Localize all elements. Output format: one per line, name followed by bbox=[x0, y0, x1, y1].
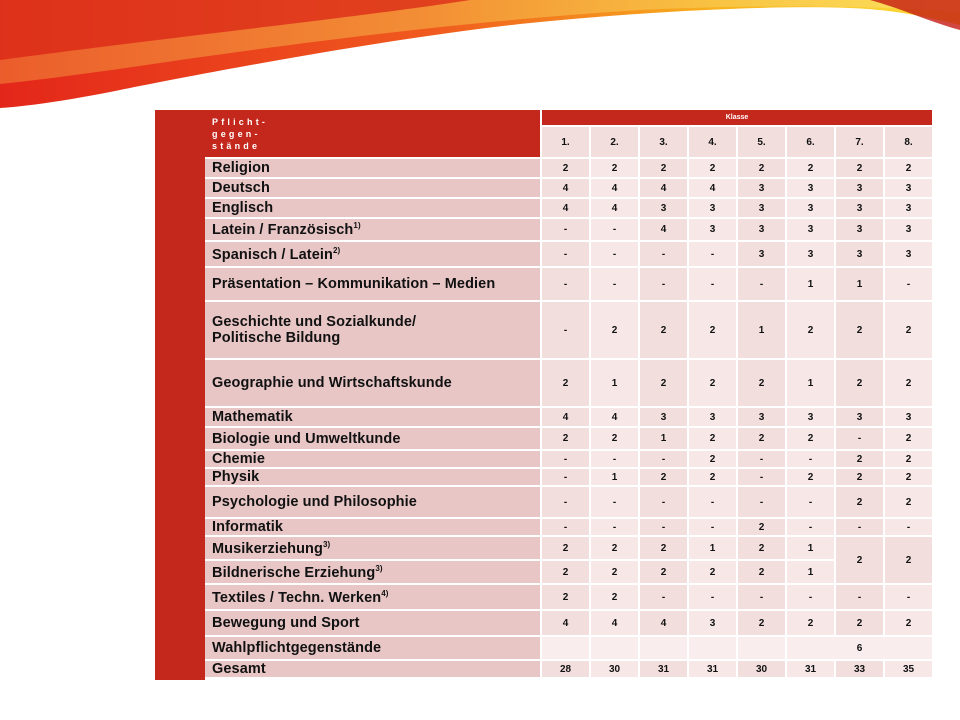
hour-cell: 4 bbox=[542, 199, 589, 217]
hour-cell: 2 bbox=[738, 159, 785, 177]
subject-label: Gesamt bbox=[212, 661, 266, 677]
schedule-table bbox=[203, 108, 934, 679]
hour-cell: 2 bbox=[640, 561, 687, 583]
hour-cell: 3 bbox=[885, 219, 932, 240]
subject-line: Politische Bildung bbox=[212, 330, 341, 346]
table-row bbox=[205, 360, 932, 406]
table-row bbox=[205, 487, 932, 517]
hour-cell: 1 bbox=[836, 268, 883, 300]
grade-header: 1. bbox=[542, 127, 589, 157]
hour-cell: 31 bbox=[787, 661, 834, 677]
hour-cell: 4 bbox=[640, 611, 687, 635]
hour-cell: 4 bbox=[591, 199, 638, 217]
hour-cell: - bbox=[836, 428, 883, 449]
hour-cell: 2 bbox=[836, 451, 883, 467]
hour-cell: 3 bbox=[885, 242, 932, 266]
subject-cell bbox=[205, 242, 540, 266]
hour-cell: 3 bbox=[640, 199, 687, 217]
table-row bbox=[205, 199, 932, 217]
table-row bbox=[205, 585, 932, 609]
hour-cell: 2 bbox=[885, 428, 932, 449]
subject-label: Bildnerische Erziehung bbox=[212, 564, 376, 581]
hour-cell: 2 bbox=[787, 159, 834, 177]
hour-cell: - bbox=[591, 219, 638, 240]
hour-cell: 3 bbox=[787, 199, 834, 217]
footnote-marker: 1) bbox=[353, 221, 361, 231]
hour-cell: 2 bbox=[787, 302, 834, 358]
hour-cell: 3 bbox=[836, 242, 883, 266]
left-accent-bar bbox=[155, 110, 205, 680]
hour-cell: 3 bbox=[738, 242, 785, 266]
hour-cell: - bbox=[836, 519, 883, 535]
empty-cell bbox=[640, 637, 687, 659]
hour-cell: 30 bbox=[591, 661, 638, 677]
hour-cell: - bbox=[738, 451, 785, 467]
hour-cell: 2 bbox=[542, 428, 589, 449]
hour-cell: 2 bbox=[542, 561, 589, 583]
table-row bbox=[205, 242, 932, 266]
hour-cell: 3 bbox=[836, 179, 883, 197]
hour-cell: - bbox=[640, 487, 687, 517]
hour-cell: 3 bbox=[738, 179, 785, 197]
subject-cell bbox=[205, 661, 540, 677]
hour-cell: - bbox=[885, 519, 932, 535]
hour-cell: 2 bbox=[640, 360, 687, 406]
hour-cell: 2 bbox=[885, 469, 932, 485]
hour-cell: 2 bbox=[542, 360, 589, 406]
hour-cell: 2 bbox=[738, 561, 785, 583]
subject-cell bbox=[205, 519, 540, 535]
hour-cell: 3 bbox=[885, 408, 932, 426]
hour-cell: 2 bbox=[591, 537, 638, 559]
table-row bbox=[205, 611, 932, 635]
hour-cell: 1 bbox=[787, 561, 834, 583]
hour-cell: 31 bbox=[689, 661, 736, 677]
subject-cell bbox=[205, 159, 540, 177]
hour-cell: 2 bbox=[689, 561, 736, 583]
subject-label: Psychologie und Philosophie bbox=[212, 494, 417, 510]
hour-cell: - bbox=[836, 585, 883, 609]
grade-header: 7. bbox=[836, 127, 883, 157]
hour-cell: - bbox=[885, 268, 932, 300]
subject-cell bbox=[205, 302, 540, 358]
hour-cell: - bbox=[542, 451, 589, 467]
hour-cell: 4 bbox=[542, 179, 589, 197]
hour-cell: - bbox=[591, 268, 638, 300]
table-row bbox=[205, 469, 932, 485]
hour-cell: - bbox=[640, 242, 687, 266]
hour-cell: 3 bbox=[787, 219, 834, 240]
subject-label: Geographie und Wirtschaftskunde bbox=[212, 375, 452, 391]
subject-label: Textiles / Techn. Werken bbox=[212, 589, 382, 606]
hour-cell: 1 bbox=[689, 537, 736, 559]
hour-cell: 2 bbox=[738, 360, 785, 406]
table-row bbox=[205, 661, 932, 677]
hour-cell: 1 bbox=[591, 469, 638, 485]
hour-cell: - bbox=[542, 302, 589, 358]
grade-header: 4. bbox=[689, 127, 736, 157]
hour-cell: 2 bbox=[885, 302, 932, 358]
hour-cell: 2 bbox=[787, 428, 834, 449]
hour-cell: 3 bbox=[689, 199, 736, 217]
hour-cell: 4 bbox=[542, 408, 589, 426]
subject-cell bbox=[205, 487, 540, 517]
grade-header: 6. bbox=[787, 127, 834, 157]
hour-cell: 3 bbox=[689, 408, 736, 426]
hour-cell: - bbox=[738, 469, 785, 485]
hour-cell: - bbox=[542, 242, 589, 266]
hour-cell: - bbox=[689, 487, 736, 517]
hour-cell: - bbox=[787, 585, 834, 609]
hour-cell: 2 bbox=[836, 159, 883, 177]
grade-header: 3. bbox=[640, 127, 687, 157]
subject-column-header bbox=[205, 110, 540, 157]
subject-cell bbox=[205, 537, 540, 559]
hour-cell: 4 bbox=[689, 179, 736, 197]
hour-cell: 31 bbox=[640, 661, 687, 677]
hour-cell: 2 bbox=[689, 159, 736, 177]
hour-cell: 2 bbox=[738, 428, 785, 449]
subject-cell bbox=[205, 585, 540, 609]
hour-cell: - bbox=[787, 451, 834, 467]
grade-header: 2. bbox=[591, 127, 638, 157]
hour-cell: - bbox=[689, 268, 736, 300]
hour-cell: 1 bbox=[738, 302, 785, 358]
klasse-header: Klasse bbox=[542, 110, 932, 125]
hour-cell: 4 bbox=[591, 408, 638, 426]
subject-label: Physik bbox=[212, 469, 260, 485]
hour-cell: 3 bbox=[738, 408, 785, 426]
subject-label: Spanisch / Latein bbox=[212, 246, 333, 263]
hour-cell: 30 bbox=[738, 661, 785, 677]
merged-hour-cell: 2 bbox=[836, 537, 883, 583]
hour-cell: 4 bbox=[640, 179, 687, 197]
hour-cell: - bbox=[640, 585, 687, 609]
table-row bbox=[205, 428, 932, 449]
subject-label: Chemie bbox=[212, 451, 265, 467]
hour-cell: 4 bbox=[542, 611, 589, 635]
hour-cell: - bbox=[738, 268, 785, 300]
hour-cell: - bbox=[738, 487, 785, 517]
hour-cell: 33 bbox=[836, 661, 883, 677]
hour-cell: - bbox=[787, 487, 834, 517]
hour-cell: - bbox=[591, 487, 638, 517]
hour-cell: 3 bbox=[885, 179, 932, 197]
hour-cell: 2 bbox=[787, 469, 834, 485]
hour-cell: - bbox=[542, 487, 589, 517]
flame-decoration bbox=[0, 0, 960, 110]
subject-header-line: Pflicht- bbox=[212, 116, 269, 127]
hour-cell: 2 bbox=[689, 469, 736, 485]
hour-cell: - bbox=[885, 585, 932, 609]
hour-cell: 2 bbox=[591, 302, 638, 358]
subject-cell bbox=[205, 469, 540, 485]
hour-cell: - bbox=[542, 268, 589, 300]
table-row bbox=[205, 408, 932, 426]
hour-cell: 3 bbox=[738, 219, 785, 240]
subject-label: Informatik bbox=[212, 519, 284, 535]
subject-cell bbox=[205, 268, 540, 300]
hour-cell: 2 bbox=[836, 360, 883, 406]
subject-cell bbox=[205, 408, 540, 426]
hour-cell: 3 bbox=[787, 179, 834, 197]
hour-cell: - bbox=[738, 585, 785, 609]
subject-label: Mathematik bbox=[212, 409, 293, 425]
grade-header: 8. bbox=[885, 127, 932, 157]
subject-cell bbox=[205, 179, 540, 197]
subject-cell bbox=[205, 360, 540, 406]
hour-cell: 2 bbox=[591, 585, 638, 609]
subject-label: Präsentation – Kommunikation – Medien bbox=[212, 276, 496, 292]
hour-cell: 3 bbox=[787, 242, 834, 266]
hour-cell: 3 bbox=[836, 408, 883, 426]
subject-label: Bewegung und Sport bbox=[212, 615, 360, 631]
hour-cell: - bbox=[640, 519, 687, 535]
subject-label: Latein / Französisch bbox=[212, 221, 354, 238]
hour-cell: - bbox=[542, 219, 589, 240]
hour-cell: 2 bbox=[885, 360, 932, 406]
hour-cell: - bbox=[689, 242, 736, 266]
hour-cell: 2 bbox=[836, 611, 883, 635]
subject-cell bbox=[205, 637, 540, 659]
hour-cell: - bbox=[542, 469, 589, 485]
hour-cell: 3 bbox=[836, 219, 883, 240]
footnote-marker: 3) bbox=[375, 563, 383, 573]
hour-cell: 2 bbox=[885, 451, 932, 467]
hour-cell: 2 bbox=[689, 428, 736, 449]
empty-cell bbox=[591, 637, 638, 659]
hour-cell: - bbox=[689, 585, 736, 609]
hour-cell: - bbox=[591, 451, 638, 467]
hour-cell: 35 bbox=[885, 661, 932, 677]
subject-label: Religion bbox=[212, 160, 270, 176]
table-row bbox=[205, 537, 932, 559]
hour-cell: 2 bbox=[591, 428, 638, 449]
hour-cell: 1 bbox=[640, 428, 687, 449]
hour-cell: 2 bbox=[689, 302, 736, 358]
hour-cell: 2 bbox=[542, 585, 589, 609]
merged-hour-cell: 2 bbox=[885, 537, 932, 583]
hour-cell: 4 bbox=[591, 611, 638, 635]
empty-cell bbox=[542, 637, 589, 659]
hour-cell: 3 bbox=[689, 611, 736, 635]
hour-cell: 2 bbox=[738, 611, 785, 635]
hour-cell: 3 bbox=[836, 199, 883, 217]
subject-cell bbox=[205, 219, 540, 240]
hour-cell: 2 bbox=[836, 487, 883, 517]
hour-cell: 6 bbox=[787, 637, 932, 659]
subject-label: Englisch bbox=[212, 200, 274, 216]
footnote-marker: 3) bbox=[322, 539, 331, 549]
hour-cell: 2 bbox=[885, 487, 932, 517]
hour-cell: 2 bbox=[542, 537, 589, 559]
hour-cell: 2 bbox=[542, 159, 589, 177]
hour-cell: 1 bbox=[787, 268, 834, 300]
hour-cell: 2 bbox=[689, 360, 736, 406]
subject-cell bbox=[205, 451, 540, 467]
hour-cell: 2 bbox=[640, 302, 687, 358]
hour-cell: 4 bbox=[591, 179, 638, 197]
subject-header-line: stände bbox=[212, 140, 261, 151]
subject-label: Deutsch bbox=[212, 180, 270, 196]
footnote-marker: 2) bbox=[332, 245, 341, 255]
table-row bbox=[205, 637, 932, 659]
hour-cell: 2 bbox=[591, 561, 638, 583]
subject-cell bbox=[205, 199, 540, 217]
table-row bbox=[205, 302, 932, 358]
hour-cell: - bbox=[640, 451, 687, 467]
table-row bbox=[205, 451, 932, 467]
hour-cell: 3 bbox=[787, 408, 834, 426]
hour-cell: 1 bbox=[787, 360, 834, 406]
empty-cell bbox=[738, 637, 785, 659]
hour-cell: 2 bbox=[738, 519, 785, 535]
table-row bbox=[205, 561, 932, 583]
hour-cell: 2 bbox=[836, 469, 883, 485]
grade-header: 5. bbox=[738, 127, 785, 157]
hour-cell: 28 bbox=[542, 661, 589, 677]
hour-cell: - bbox=[640, 268, 687, 300]
hour-cell: 3 bbox=[689, 219, 736, 240]
hour-cell: 4 bbox=[640, 219, 687, 240]
hour-cell: 2 bbox=[787, 611, 834, 635]
subject-cell bbox=[205, 611, 540, 635]
subject-line: Geschichte und Sozialkunde/ bbox=[212, 314, 417, 330]
table-row bbox=[205, 179, 932, 197]
hour-cell: 2 bbox=[640, 159, 687, 177]
table-row bbox=[205, 268, 932, 300]
hour-cell: - bbox=[591, 242, 638, 266]
subject-cell bbox=[205, 428, 540, 449]
hour-cell: 2 bbox=[836, 302, 883, 358]
hour-cell: 2 bbox=[591, 159, 638, 177]
subject-label: Wahlpflichtgegenstände bbox=[212, 640, 382, 656]
hour-cell: 1 bbox=[591, 360, 638, 406]
table-row bbox=[205, 159, 932, 177]
hour-cell: - bbox=[542, 519, 589, 535]
hour-cell: 2 bbox=[885, 611, 932, 635]
hour-cell: - bbox=[689, 519, 736, 535]
hour-cell: 2 bbox=[640, 469, 687, 485]
hour-cell: 2 bbox=[885, 159, 932, 177]
subject-header-line: gegen- bbox=[212, 128, 261, 139]
subject-cell bbox=[205, 561, 540, 583]
hour-cell: 2 bbox=[640, 537, 687, 559]
hour-cell: - bbox=[787, 519, 834, 535]
table-row bbox=[205, 519, 932, 535]
hour-cell: 3 bbox=[738, 199, 785, 217]
hour-cell: 1 bbox=[787, 537, 834, 559]
empty-cell bbox=[689, 637, 736, 659]
subject-label: Musikerziehung bbox=[212, 540, 323, 557]
footnote-marker: 4) bbox=[381, 588, 389, 598]
subject-label: Biologie und Umweltkunde bbox=[212, 430, 401, 447]
hour-cell: 3 bbox=[640, 408, 687, 426]
hour-cell: 3 bbox=[885, 199, 932, 217]
hour-cell: 2 bbox=[689, 451, 736, 467]
hour-cell: 2 bbox=[738, 537, 785, 559]
hour-cell: - bbox=[591, 519, 638, 535]
table-row bbox=[205, 219, 932, 240]
